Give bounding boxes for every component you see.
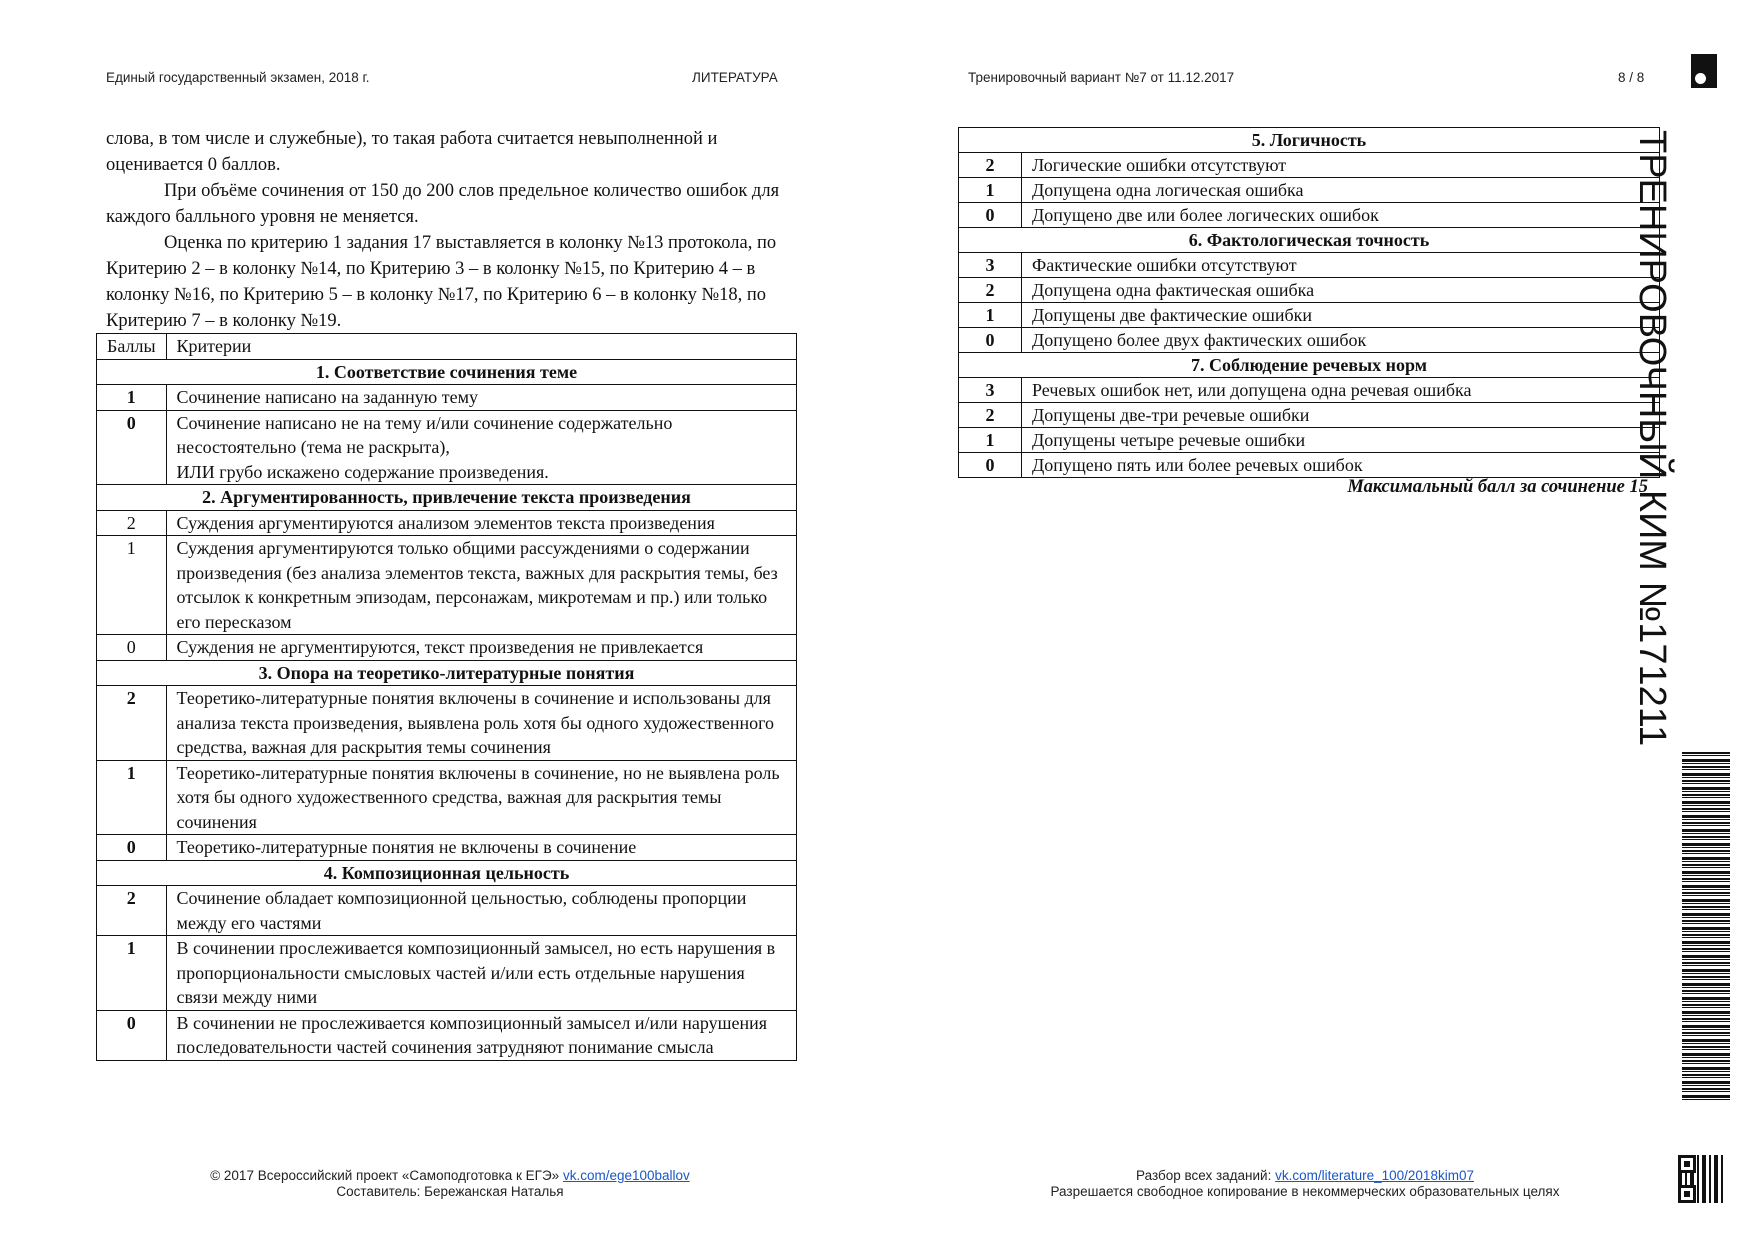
criteria-cell: Логические ошибки отсутствуют <box>1022 153 1660 178</box>
criteria-cell: Суждения не аргументируются, текст произведения не привлекается <box>166 635 796 661</box>
score-cell: 2 <box>97 686 167 761</box>
score-cell: 2 <box>959 278 1022 303</box>
score-cell: 3 <box>959 253 1022 278</box>
score-cell: 2 <box>959 403 1022 428</box>
footer-left-link[interactable]: vk.com/ege100ballov <box>562 1168 690 1183</box>
table-row <box>97 835 797 861</box>
corner-marker-icon <box>1691 54 1717 88</box>
score-cell: 1 <box>959 178 1022 203</box>
table-row <box>97 635 797 661</box>
table-row <box>959 403 1660 428</box>
footer-right <box>1000 1168 1610 1200</box>
score-cell: 1 <box>97 936 167 1011</box>
section-title-row <box>959 128 1660 153</box>
table-row <box>959 153 1660 178</box>
header-variant: Тренировочный вариант №7 от 11.12.2017 <box>968 70 1235 85</box>
criteria-cell: Допущено две или более логических ошибок <box>1022 203 1660 228</box>
criteria-cell: Допущено более двух фактических ошибок <box>1022 328 1660 353</box>
score-cell: 2 <box>97 886 167 936</box>
criteria-cell: Допущена одна логическая ошибка <box>1022 178 1660 203</box>
section-title-row <box>959 228 1660 253</box>
header-subject: ЛИТЕРАТУРА <box>692 70 778 85</box>
section-title-row <box>97 660 797 686</box>
section-title-row <box>959 353 1660 378</box>
table-row <box>97 886 797 936</box>
criteria-cell: Теоретико-литературные понятия не включены в сочинение <box>166 835 796 861</box>
section-title: 4. Композиционная цельность <box>97 860 797 886</box>
criteria-cell: Теоретико-литературные понятия включены в сочинение, но не выявлена роль хотя бы одного художественного средства, важная для раскрытия темы сочинения <box>166 760 796 835</box>
table-row <box>97 385 797 411</box>
score-cell: 1 <box>97 385 167 411</box>
criteria-cell: Фактические ошибки отсутствуют <box>1022 253 1660 278</box>
section-title: 2. Аргументированность, привлечение текста произведения <box>97 485 797 511</box>
score-cell: 2 <box>959 153 1022 178</box>
criteria-cell: В сочинении прослеживается композиционный замысел, но есть нарушения в пропорциональности смысловых частей и/или есть отдельные нарушения связи между ними <box>166 936 796 1011</box>
criteria-column-header: Критерии <box>166 334 796 360</box>
table-row <box>959 303 1660 328</box>
criteria-cell: Допущены четыре речевые ошибки <box>1022 428 1660 453</box>
intro-paragraph: Оценка по критерию 1 задания 17 выставляется в колонку №13 протокола, по Критерию 2 – в колонку №14, по Критерию 3 – в колонку №15, по Критерию 4 – в колонку №16, по Критерию 5 – в колонку №17, по Критерию 6 – в колонку №18, по Критерию 7 – в колонку №19. <box>106 233 777 331</box>
score-cell: 0 <box>959 453 1022 478</box>
section-title: 6. Фактологическая точность <box>959 228 1660 253</box>
table-row <box>959 278 1660 303</box>
score-cell: 0 <box>959 203 1022 228</box>
max-score: Максимальный балл за сочинение 15 <box>1347 477 1648 497</box>
table-row <box>959 378 1660 403</box>
table-row <box>959 178 1660 203</box>
criteria-cell: Допущена одна фактическая ошибка <box>1022 278 1660 303</box>
criteria-cell: Сочинение написано не на тему и/или сочинение содержательно несостоятельно (тема не раскрыта), ИЛИ грубо искажено содержание произведения. <box>166 410 796 485</box>
criteria-cell: Допущено пять или более речевых ошибок <box>1022 453 1660 478</box>
section-title-row <box>97 359 797 385</box>
footer-analysis-label: Разбор всех заданий: <box>1136 1168 1272 1183</box>
score-cell: 0 <box>97 835 167 861</box>
table-row <box>97 686 797 761</box>
table-row <box>959 428 1660 453</box>
table-row <box>97 510 797 536</box>
footer-right-link[interactable]: vk.com/literature_100/2018kim07 <box>1275 1168 1474 1183</box>
section-title: 1. Соответствие сочинения теме <box>97 359 797 385</box>
table-row <box>97 1010 797 1060</box>
table-row <box>959 203 1660 228</box>
footer-left <box>160 1168 740 1200</box>
table-row <box>959 328 1660 353</box>
criteria-cell: Суждения аргументируются только общими рассуждениями о содержании произведения (без анализа элементов текста, важных для раскрытия темы, без отсылок к конкретным эпизодам, персонажам, микротемам и пр.) или только его пересказом <box>166 536 796 635</box>
barcode-icon <box>1682 752 1730 1102</box>
criteria-table-right <box>958 127 1660 478</box>
section-title: 5. Логичность <box>959 128 1660 153</box>
score-cell: 1 <box>97 536 167 635</box>
footer-copyright: © 2017 Всероссийский проект «Самоподготовка к ЕГЭ» <box>210 1168 560 1183</box>
criteria-cell: Речевых ошибок нет, или допущена одна речевая ошибка <box>1022 378 1660 403</box>
score-cell: 0 <box>97 635 167 661</box>
table-row <box>959 453 1660 478</box>
score-cell: 0 <box>97 410 167 485</box>
footer-copy-note: Разрешается свободное копирование в некоммерческих образовательных целях <box>1050 1184 1560 1199</box>
page-number: 8 / 8 <box>1618 70 1645 85</box>
score-cell: 2 <box>97 510 167 536</box>
score-cell: 3 <box>959 378 1022 403</box>
header-exam-title: Единый государственный экзамен, 2018 г. <box>106 70 370 85</box>
score-cell: 0 <box>97 1010 167 1060</box>
criteria-table-left <box>96 333 797 1061</box>
criteria-cell: Суждения аргументируются анализом элементов текста произведения <box>166 510 796 536</box>
score-column-header: Баллы <box>97 334 167 360</box>
qr-code-icon <box>1678 1155 1726 1203</box>
criteria-cell: Допущены две-три речевые ошибки <box>1022 403 1660 428</box>
section-title-row <box>97 485 797 511</box>
section-title: 3. Опора на теоретико-литературные понятия <box>97 660 797 686</box>
intro-paragraph: При объёме сочинения от 150 до 200 слов предельное количество ошибок для каждого балльного уровня не меняется. <box>106 181 780 227</box>
score-cell: 0 <box>959 328 1022 353</box>
score-cell: 1 <box>959 428 1022 453</box>
footer-author: Составитель: Бережанская Наталья <box>336 1184 564 1199</box>
section-title: 7. Соблюдение речевых норм <box>959 353 1660 378</box>
intro-text <box>106 126 792 334</box>
intro-paragraph: слова, в том числе и служебные), то такая работа считается невыполненной и оценивается 0 баллов. <box>106 129 718 175</box>
criteria-cell: Теоретико-литературные понятия включены в сочинение и использованы для анализа текста произведения, выявлена роль хотя бы одного художественного средства, важная для раскрытия темы сочинения <box>166 686 796 761</box>
table-row <box>959 253 1660 278</box>
criteria-cell: Сочинение написано на заданную тему <box>166 385 796 411</box>
criteria-cell: В сочинении не прослеживается композиционный замысел и/или нарушения последовательности частей сочинения затрудняют понимание смысла <box>166 1010 796 1060</box>
side-title: ТРЕНИРОВОЧНЫЙ КИМ №171211 <box>1631 130 1673 747</box>
score-cell: 1 <box>959 303 1022 328</box>
table-row <box>97 936 797 1011</box>
section-title-row <box>97 860 797 886</box>
score-cell: 1 <box>97 760 167 835</box>
criteria-cell: Сочинение обладает композиционной цельностью, соблюдены пропорции между его частями <box>166 886 796 936</box>
table-row <box>97 760 797 835</box>
table-row <box>97 410 797 485</box>
table-header-row <box>97 334 797 360</box>
table-row <box>97 536 797 635</box>
criteria-cell: Допущены две фактические ошибки <box>1022 303 1660 328</box>
